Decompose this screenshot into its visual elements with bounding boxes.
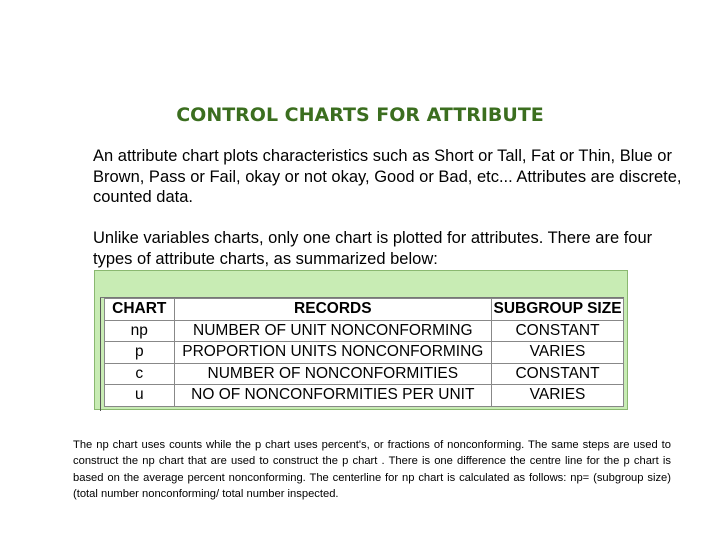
cell-chart: c: [105, 363, 175, 385]
cell-subgroup-size: CONSTANT: [492, 363, 624, 385]
cell-records: NUMBER OF UNIT NONCONFORMING: [174, 320, 492, 342]
table-row: [105, 385, 624, 407]
header-subgroup-size: SUBGROUP SIZE: [492, 299, 624, 321]
table-row: [105, 320, 624, 342]
cell-chart: p: [105, 342, 175, 364]
types-paragraph: Unlike variables charts, only one chart is plotted for attributes. There are four types of attribute charts, as summarized below:: [93, 229, 653, 268]
cell-subgroup-size: VARIES: [492, 385, 624, 407]
table-left-rule: [100, 297, 101, 411]
cell-subgroup-size: VARIES: [492, 342, 624, 364]
cell-chart: u: [105, 385, 175, 407]
cell-records: NUMBER OF NONCONFORMITIES: [174, 363, 492, 385]
attribute-chart-table: [104, 298, 624, 407]
cell-chart: np: [105, 320, 175, 342]
table-row: [105, 363, 624, 385]
cell-subgroup-size: CONSTANT: [492, 320, 624, 342]
header-chart: CHART: [105, 299, 175, 321]
footer-note: The np chart uses counts while the p chart uses percent's, or fractions of nonconforming. The same steps are used to construct the np chart that are used to construct the p chart . There is one difference the centre line for the p chart is based on the average percent nonconforming. The centerline for np chart is calculated as follows: np= (subgroup size) (total number nonconforming/ total number inspected.: [73, 439, 671, 500]
header-records: RECORDS: [174, 299, 492, 321]
slide-title: CONTROL CHARTS FOR ATTRIBUTE: [176, 104, 544, 126]
cell-records: PROPORTION UNITS NONCONFORMING: [174, 342, 492, 364]
table-header-row: [105, 299, 624, 321]
cell-records: NO OF NONCONFORMITIES PER UNIT: [174, 385, 492, 407]
table-row: [105, 342, 624, 364]
intro-paragraph: An attribute chart plots characteristics such as Short or Tall, Fat or Thin, Blue or Brown, Pass or Fail, okay or not okay, Good or Bad, etc... Attributes are discrete, counted data.: [93, 147, 682, 206]
